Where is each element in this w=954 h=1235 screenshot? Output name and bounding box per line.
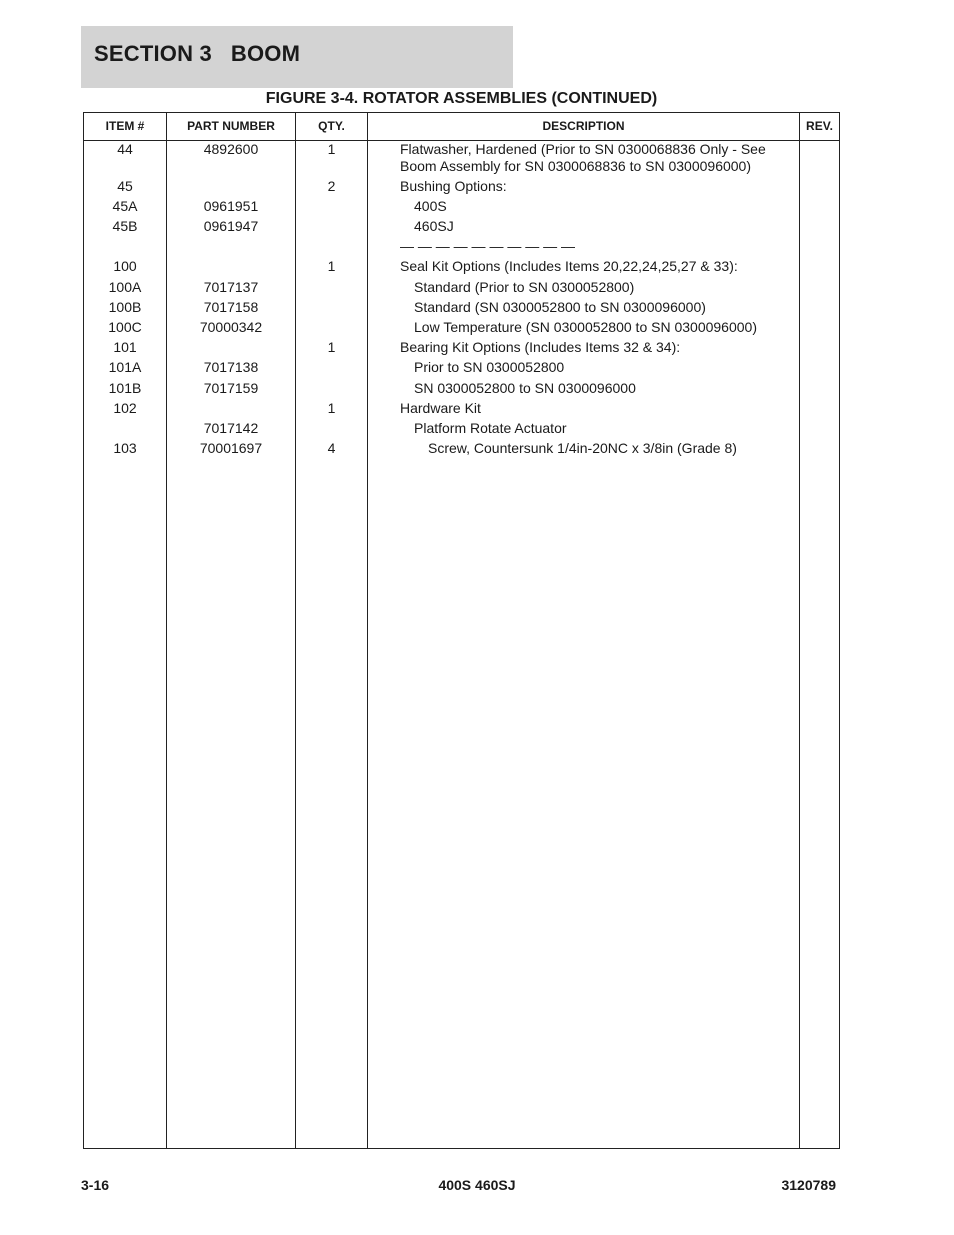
item-number: 102 xyxy=(113,399,137,416)
description: Platform Rotate Actuator xyxy=(414,419,567,436)
table-row xyxy=(84,420,839,440)
quantity: 1 xyxy=(327,141,336,157)
header-description: DESCRIPTION xyxy=(542,119,625,133)
part-number: 0961951 xyxy=(203,197,259,214)
item-number: 101A xyxy=(108,359,142,376)
figure-title: FIGURE 3-4. ROTATOR ASSEMBLIES (CONTINUED) xyxy=(265,90,658,107)
quantity: 1 xyxy=(327,258,336,275)
description: — — — — — — — — — — xyxy=(400,238,576,255)
item-number: 100 xyxy=(113,258,137,275)
footer-doc-number: 3120789 xyxy=(781,1177,836,1193)
table-row xyxy=(84,258,839,278)
section-banner xyxy=(81,26,513,88)
quantity: 2 xyxy=(327,177,336,194)
table-row xyxy=(84,319,839,339)
table-row xyxy=(84,380,839,400)
item-number: 45A xyxy=(112,197,138,214)
description: Hardware Kit xyxy=(400,399,481,416)
header-qty: QTY. xyxy=(318,119,345,133)
section-title: SECTION 3 BOOM xyxy=(94,41,301,66)
part-number: 4892600 xyxy=(203,141,259,157)
item-number: 101B xyxy=(108,379,142,396)
header-part-number: PART NUMBER xyxy=(187,119,275,133)
description: Bushing Options: xyxy=(400,177,507,194)
description: Standard (SN 0300052800 to SN 0300096000) xyxy=(414,298,706,315)
item-number: 45B xyxy=(112,218,138,235)
description: 400S xyxy=(414,197,447,214)
table-row xyxy=(84,178,839,198)
quantity: 1 xyxy=(327,339,336,356)
table-row xyxy=(84,359,839,379)
part-number: 7017142 xyxy=(203,419,259,436)
table-row xyxy=(84,440,839,460)
table-row xyxy=(84,299,839,319)
part-number: 70001697 xyxy=(199,440,263,457)
table-row xyxy=(84,339,839,359)
part-number: 70000342 xyxy=(199,319,263,335)
header-item: ITEM # xyxy=(105,119,145,133)
item-number: 103 xyxy=(113,440,137,457)
quantity: 1 xyxy=(327,399,336,416)
table-body xyxy=(84,141,839,460)
item-number: 100C xyxy=(108,319,142,335)
table-row xyxy=(84,198,839,218)
description: Low Temperature (SN 0300052800 to SN 0300096000) xyxy=(414,319,757,335)
item-number: 44 xyxy=(117,141,133,157)
description: SN 0300052800 to SN 0300096000 xyxy=(414,379,636,396)
description: Prior to SN 0300052800 xyxy=(414,359,565,376)
part-number: 7017159 xyxy=(203,379,259,396)
description: Bearing Kit Options (Includes Items 32 & 34): xyxy=(400,339,681,356)
header-rev: REV. xyxy=(806,119,833,133)
table-row xyxy=(84,279,839,299)
item-number: 100B xyxy=(108,298,142,315)
table-row xyxy=(84,141,839,178)
description: Screw, Countersunk 1/4in-20NC x 3/8in (Grade 8) xyxy=(428,440,737,457)
description: Standard (Prior to SN 0300052800) xyxy=(414,278,635,295)
quantity: 4 xyxy=(327,440,336,457)
table-row xyxy=(84,218,839,238)
table-row xyxy=(84,238,839,258)
item-number: 101 xyxy=(113,339,137,356)
item-number: 45 xyxy=(117,177,133,194)
footer-page-number: 3-16 xyxy=(81,1177,110,1193)
description: 460SJ xyxy=(414,218,454,235)
table-row xyxy=(84,400,839,420)
part-number: 7017138 xyxy=(203,359,259,376)
item-number: 100A xyxy=(108,278,142,295)
part-number: 7017137 xyxy=(203,278,259,295)
part-number: 7017158 xyxy=(203,298,259,315)
description: Flatwasher, Hardened (Prior to SN 0300068836 Only - See Boom Assembly for SN 0300068836 to SN 0300096000) xyxy=(400,141,766,174)
description: Seal Kit Options (Includes Items 20,22,24,25,27 & 33): xyxy=(400,258,738,275)
part-number: 0961947 xyxy=(203,218,259,235)
footer-model: 400S 460SJ xyxy=(438,1177,516,1193)
parts-table xyxy=(83,112,840,1149)
